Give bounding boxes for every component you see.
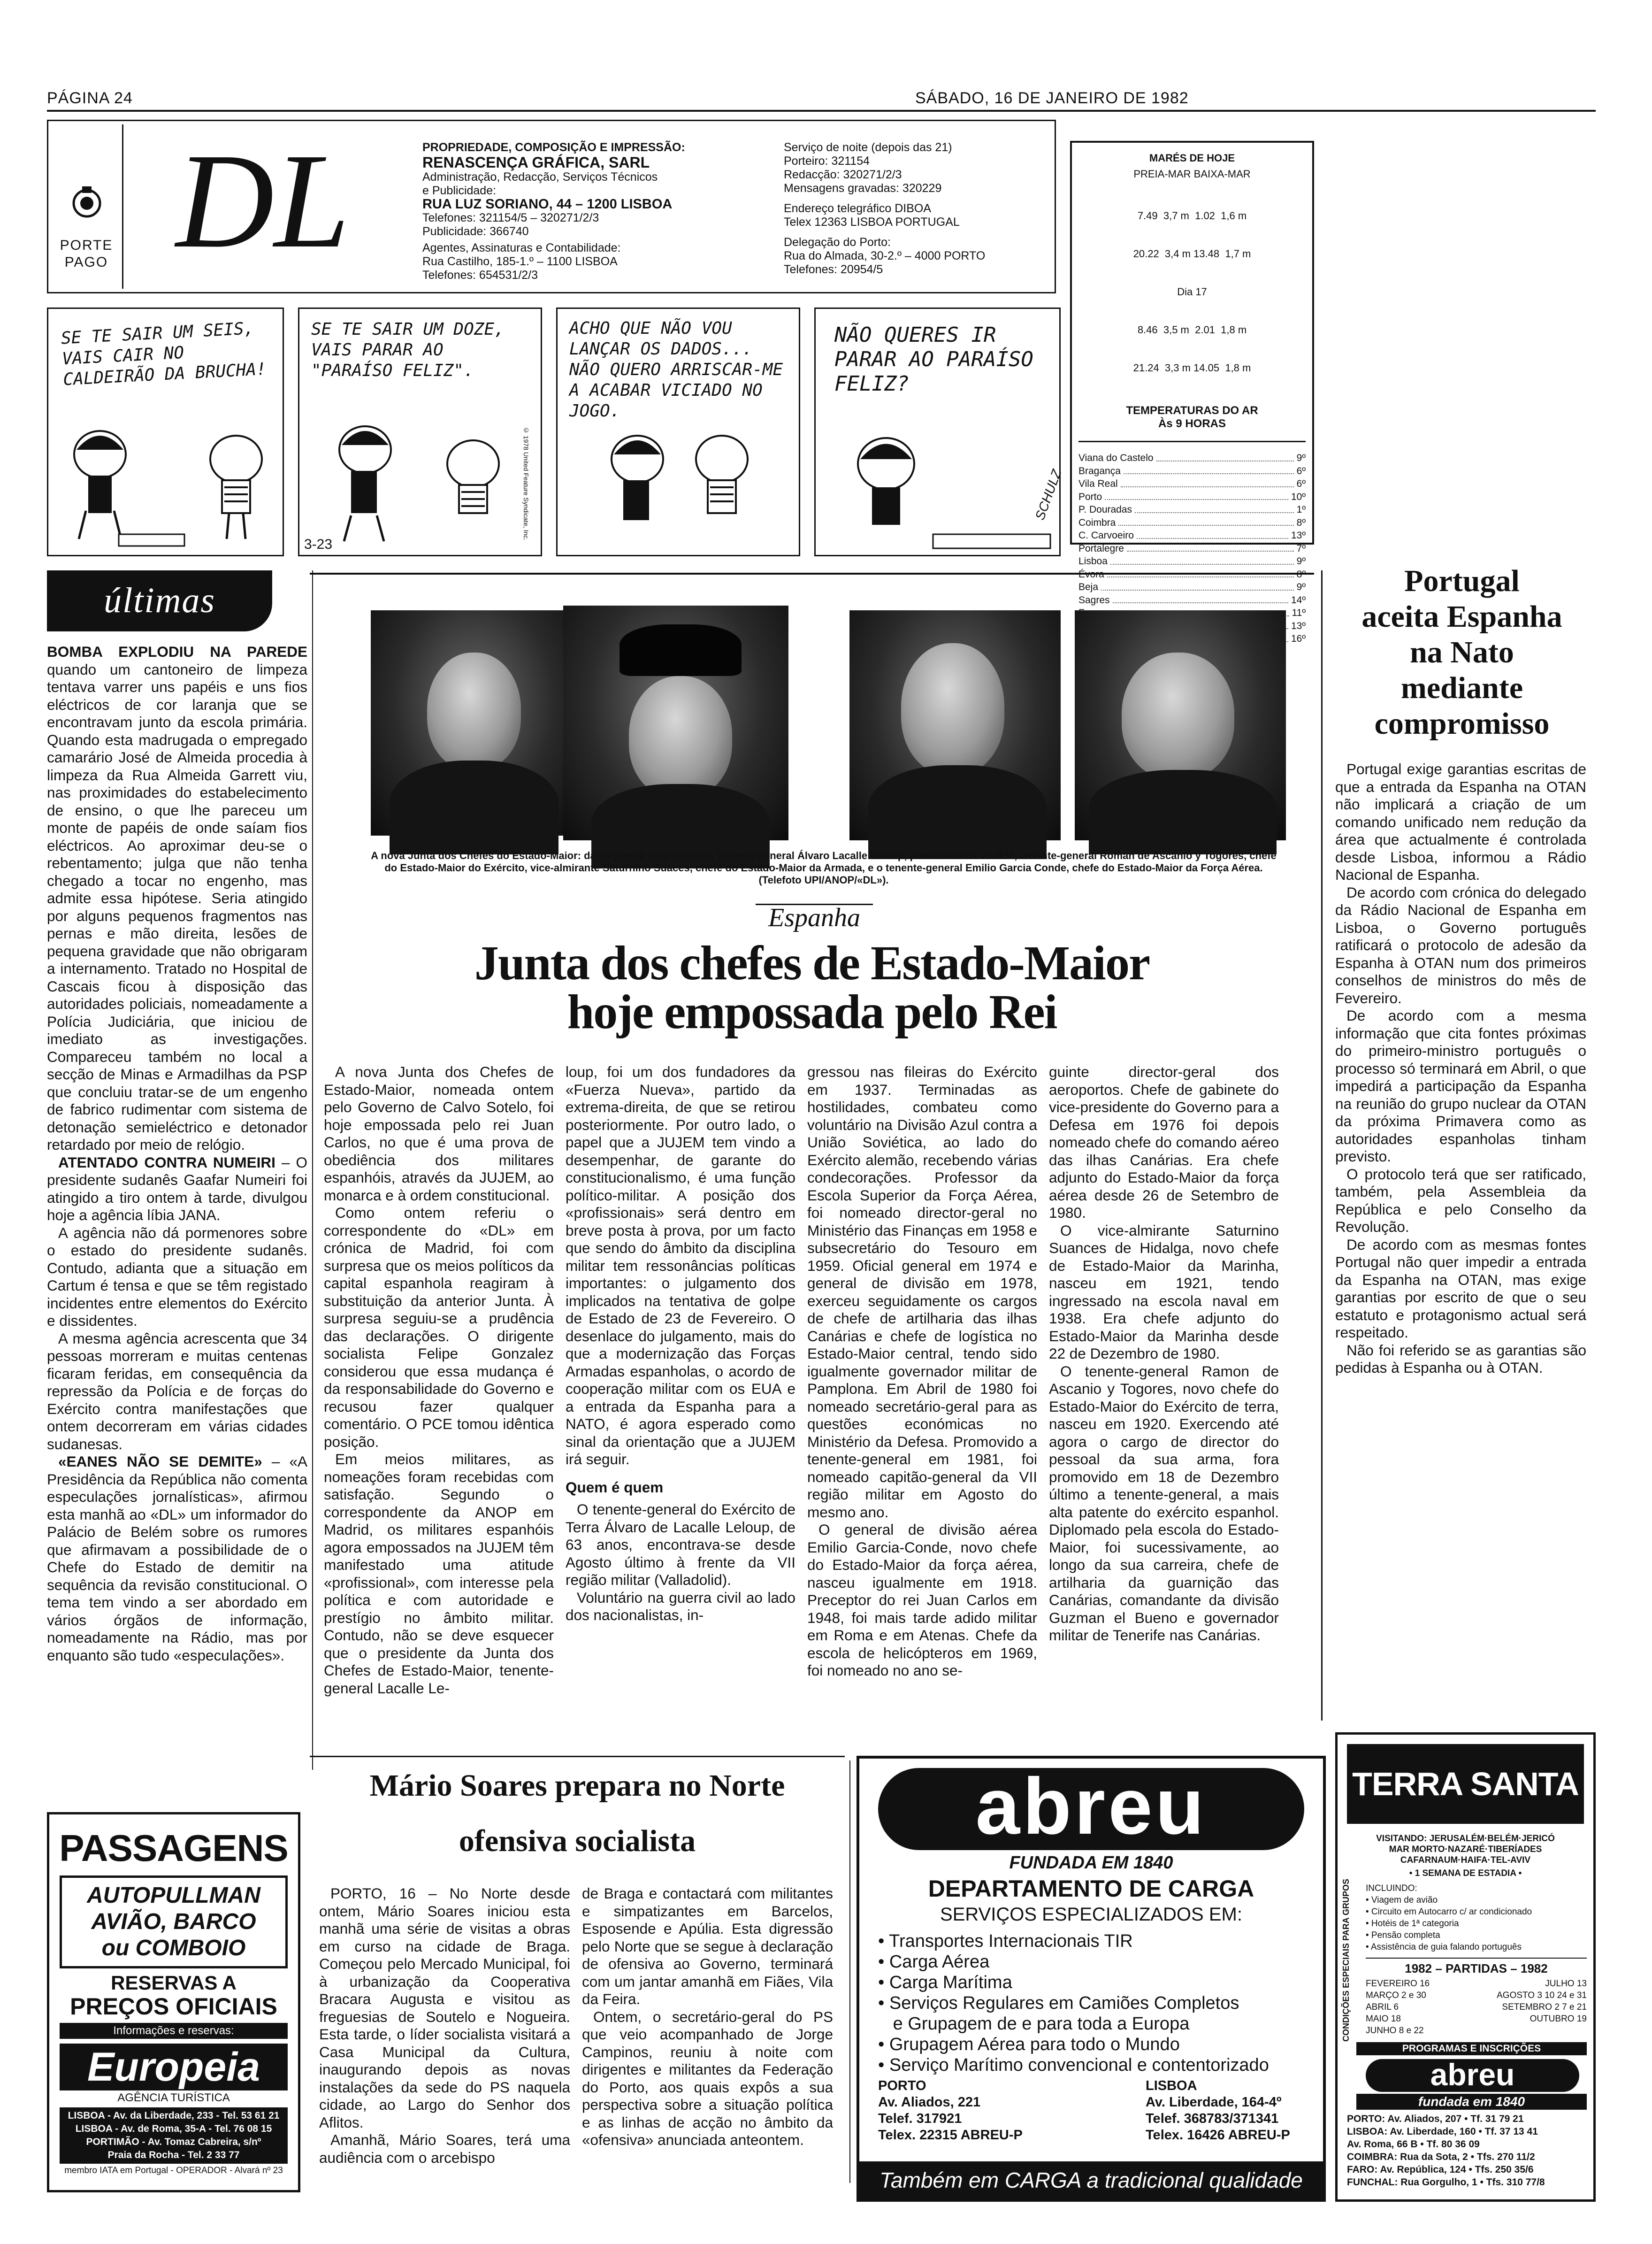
city-name: Beja [1078,582,1099,592]
month-a: FEVEREIRO 16 [1366,1979,1430,1989]
soares-column-2 [582,1885,833,2149]
temperature-row [1078,491,1306,504]
masthead-line: Agentes, Assinaturas e Contabilidade: [422,241,621,254]
terra-includes-list [1366,1894,1587,1953]
temp-subtitle: Às 9 HORAS [1158,417,1226,430]
temperature-row [1078,477,1306,491]
ad-line: Telef. 368783/371341 [1146,2111,1279,2126]
headline-line: Junta dos chefes de Estado-Maior [474,936,1150,990]
ad-line: Informações e reservas: [60,2023,288,2039]
junta-column-3 [807,1063,1037,1680]
lucy-and-linus-drawing [299,309,543,558]
ad-line: SERVIÇOS ESPECIALIZADOS EM: [940,1904,1242,1925]
ad-line: • 1 SEMANA DE ESTADIA • [1409,1868,1522,1878]
temperature-row [1078,452,1306,465]
service-item: • Serviço Marítimo convencional e contentorizado [878,2055,1269,2075]
masthead-line: Telefones: 321154/5 – 320271/2/3 [422,211,599,224]
leader-dots [1110,555,1294,565]
ad-line: PROGRAMAS E INSCRIÇÕES [1356,2042,1587,2055]
speech-balloon: SE TE SAIR UM SEIS, VAIS CAIR NO CALDEIRÃO DA BRUCHA! [60,319,267,390]
speech-balloon: ACHO QUE NÃO VOU LANÇAR OS DADOS... NÃO QUERO ARRISCAR-ME A ACABAR VICIADO NO JOGO. [569,319,783,421]
temperature-value: 11º [1292,607,1306,618]
city-name: Évora [1078,569,1104,580]
ad-line: CAFARNAUM·HAIFA·TEL-AVIV [1400,1855,1531,1865]
news-brief-lead: BOMBA EXPLODIU NA PAREDE [47,643,307,660]
temp-title: TEMPERATURAS DO AR [1126,404,1258,417]
office-address: Av. Roma, 66 B • Tf. 80 36 09 [1347,2139,1480,2150]
masthead-line: Telefones: 654531/2/3 [422,269,538,282]
city-name: Porto [1078,491,1102,502]
svg-text:DL: DL [176,125,350,276]
ad-line: LISBOA [1146,2078,1197,2093]
service-item: • Carga Aérea [878,1952,990,1972]
ad-line: Telex. 16426 ABREU-P [1146,2128,1290,2143]
masthead-line: Telex 12363 LISBOA PORTUGAL [784,215,960,229]
ad-line: Telex. 22315 ABREU-P [878,2128,1023,2143]
leader-dots [1135,503,1294,513]
news-brief-lead: «EANES NÃO SE DEMITE» [58,1453,262,1470]
abreu-logo: abreu [1366,2059,1579,2092]
ad-address-line: PORTIMÃO - Av. Tomaz Cabreira, s/nº [86,2136,261,2147]
office-address: FARO: Av. República, 124 • Tfs. 250 35/6 [1347,2164,1534,2175]
office-address: COIMBRA: Rua da Sota, 2 • Tfs. 270 11/2 [1347,2152,1535,2162]
ultimas-logo-text: últimas [104,581,215,620]
temperature-value: 16º [1291,633,1306,644]
service-item: • Transportes Internacionais TIR [878,1931,1133,1951]
soares-headline [310,1758,845,1869]
junta-column-4 [1049,1063,1279,1645]
abreu-footer: Também em CARGA a tradicional qualidade [859,2161,1323,2199]
news-brief: A agência não dá pormenores sobre o estado do presidente sudanês. Contudo, adianta que a situação em Cartum é tensa e que se têm registado incidentes entre elementos do Exército e dissidentes. [47,1224,307,1329]
ad-line: Av. Aliados, 221 [878,2095,981,2110]
dl-logo [131,127,394,286]
leader-dots [1121,477,1294,487]
weather-box [1070,141,1314,644]
nato-column [1335,761,1586,1377]
article-paragraph: A nova Junta dos Chefes de Estado-Maior, nomeada ontem pelo Governo de Calvo Sotelo, foi hoje empossada pelo rei Juan Carlos, no que é uma prova de obediência dos militares espanhóis, através da JUJEM, ao monarca e à ordem constitucional. [324,1063,554,1204]
article-paragraph: De acordo com crónica do delegado da Rádio Nacional de Espanha em Lisboa, o Governo português ratificará o protocolo de adesão da Espanha à OTAN num dos primeiros conselhos de ministros do mês de Fevereiro. [1335,884,1586,1007]
ad-line: membro IATA em Portugal - OPERADOR - Alvará nº 23 [64,2166,283,2175]
include-item: • Assistência de guia falando português [1366,1942,1522,1952]
ad-line: MAR MORTO·NAZARÉ·TIBERÍADES [1389,1844,1542,1854]
tides-table [1072,184,1312,400]
photo-ascanio [563,606,788,840]
temperature-row [1078,555,1306,568]
article-paragraph: guinte director-geral dos aeroportos. Chefe de gabinete do vice-presidente do Governo para a Defesa em 1976 foi depois nomeado chefe do comando aéreo das ilhas Canárias. Era chefe adjunto do Estado-Maior da força aérea desde 26 de Setembro de 1980. [1049,1063,1279,1221]
passagens-addresses [60,2107,288,2164]
leader-dots [1105,491,1288,500]
temperature-value: 1º [1296,504,1306,515]
comic-panel-2 [298,307,542,556]
article-paragraph: O tenente-general Ramon de Ascanio y Togores, novo chefe do Estado-Maior do Exército de terra, nasceu em 1920. Exercendo até agora o cargo de director do pessoal da sua arma, fora promovido em 18 de Dezembro último a tenente-general, a mais alta patente do exército espanhol. Diplomado pela escola do Estado-Maior, foi sucessivamente, ao longo da sua carreira, chefe de artilharia da guarnição das Canárias, comandante da divisão Guzman el Bueno e governador militar de Tenerife nas Canárias. [1049,1362,1279,1644]
lucy-and-linus-drawing [48,309,285,558]
masthead-line: RENASCENÇA GRÁFICA, SARL [422,154,650,171]
page-number: PÁGINA 24 [47,89,133,107]
article-paragraph: Voluntário na guerra civil ao lado dos nacionalistas, in- [566,1589,795,1623]
masthead-line: Mensagens gravadas: 320229 [784,182,942,195]
page-date: SÁBADO, 16 DE JANEIRO DE 1982 [915,89,1189,107]
news-brief-lead: ATENTADO CONTRA NUMEIRI [58,1153,275,1171]
junta-column-2-body [566,1063,795,1468]
leader-dots [1156,452,1294,461]
terra-santa-title: TERRA SANTA [1347,1744,1584,1824]
tides-subtitle: PREIA-MAR BAIXA-MAR [1133,168,1251,180]
temperature-value: 8º [1296,569,1306,580]
article-paragraph: loup, foi um dos fundadores da «Fuerza Nueva», partido da extrema-direita, de que se retirou posteriormente. Por outro lado, o papel que a JUJEM tem vindo a desempenhar, de garante do constitucionalismo, é uma função político-militar. A posição dos «profissionais» será dentro em breve posta à prova, por um facto que sendo do âmbito da disciplina militar tem ressonâncias políticas importantes: o julgamento dos implicados na tentativa de golpe de Estado de 23 de Fevereiro. O desenlace do julgamento, mais do que a modernização das Forças Armadas espanholas, o acordo de cooperação militar com os EUA e a entrada da Espanha para a NATO, é agora esperado como sinal da orientação que a JUJEM irá seguir. [566,1063,795,1468]
article-paragraph: gressou nas fileiras do Exército em 1937. Terminadas as hostilidades, combateu como voluntário na Divisão Azul contra a União Soviética, ao lado do Exército alemão, recebendo várias condecorações. Professor da Escola Superior da Força Aérea, foi nomeado director-geral no Ministério das Finanças em 1958 e subsecretário do Tesouro em 1959. Oficial general em 1974 e general de divisão em 1978, exerceu seguidamente os cargos de chefe de artilharia das ilhas Canárias e chefe de logística no Estado-Maior central, tendo sido igualmente governador militar de Pamplona. Em Abril de 1980 foi nomeado secretário-geral para as questões económicas no Ministério da Defesa. Promovido a tenente-general em 1981, foi nomeado capitão-general da VII região militar em Agosto do mesmo ano. [807,1063,1037,1521]
masthead-line: e Publicidade: [422,184,497,197]
comic-strip [47,307,1064,556]
ad-line: fundada em 1840 [1356,2094,1587,2110]
temperature-row [1078,529,1306,542]
speech-balloon: SE TE SAIR UM DOZE, VAIS PARAR AO "PARAÍSO FELIZ". [311,320,505,380]
comic-copyright: © 1978 United Feature Syndicate, Inc. [522,426,530,541]
include-item: • Pensão completa [1366,1930,1440,1940]
comic-date: 3-23 [304,537,333,552]
masthead-info-col1 [422,141,751,282]
temperature-value: 14º [1291,594,1306,606]
article-paragraph: Portugal exige garantias escritas de que a entrada da Espanha na OTAN não implicará a criação de um comando unificado nem redução da área que actualmente é controlada desde Lisboa, informou a Rádio Nacional de Espanha. [1335,761,1586,883]
temperature-value: 13º [1291,530,1306,541]
lucy-drawing [816,309,1062,558]
city-name: C. Carvoeiro [1078,530,1134,541]
article-paragraph: O tenente-general do Exército de Terra Álvaro de Lacalle Leloup, de 63 anos, encontrava-se desde Agosto último à frente da VII região militar (Valladolid). [566,1501,795,1588]
terra-santa-ad [1335,1732,1596,2202]
month-a: JUNHO 8 e 22 [1366,2026,1424,2036]
article-paragraph: O protocolo terá que ser ratificado, também, pela Assembleia da República e pelo Conselho da Revolução. [1335,1165,1586,1235]
ad-line: FUNDADA EM 1840 [1009,1853,1173,1873]
headline-line: mediante [1400,671,1523,705]
headline-line: ofensiva socialista [459,1824,696,1858]
europeia-logo: Europeia [60,2044,288,2090]
departure-row [1366,1990,1587,2001]
passagens-title: PASSAGENS [59,1827,288,1869]
tides-row: 7.49 3,7 m 1.02 1,6 m [1137,210,1247,222]
departure-row [1366,2001,1587,2013]
header-rule [47,110,1596,112]
headline-line: aceita Espanha [1361,599,1562,634]
ad-address-line: Praia da Rocha - Tel. 2 33 77 [107,2150,240,2160]
headline-line: Portugal [1404,564,1520,598]
ultimas-column [47,643,307,1664]
news-brief: ATENTADO CONTRA NUMEIRI – O presidente sudanês Gaafar Numeiri foi atingido a tiro ontem à tarde, divulgou hoje a agência líbia JANA. [47,1153,307,1223]
junta-column-2 [566,1063,795,1624]
masthead-line: Rua Castilho, 185-1.º – 1100 LISBOA [422,255,618,268]
comic-signature: SCHULZ [1032,467,1064,522]
leader-dots [1127,542,1294,552]
service-item: • Carga Marítima [878,1973,1012,1992]
temperature-row [1078,542,1306,555]
tides-row: 8.46 3,5 m 2.01 1,8 m [1137,324,1247,336]
office-address: LISBOA: Av. Liberdade, 160 • Tf. 37 13 41 [1347,2126,1538,2137]
temperature-value: 9º [1296,582,1306,592]
headline-line: hoje empossada pelo Rei [567,985,1057,1039]
masthead-line: Delegação do Porto: [784,236,891,249]
month-b: JULHO 13 [1545,1979,1587,1989]
comic-panel-1 [47,307,284,556]
service-item: • Grupagem Aérea para todo o Mundo [878,2035,1180,2054]
office-address: FUNCHAL: Rua Gorgulho, 1 • Tfs. 310 77/8 [1347,2177,1545,2188]
terra-dates-table [1366,1978,1587,2037]
soares-column-1 [319,1885,570,2167]
photo-garcia-conde [1075,610,1286,840]
ad-line: AVIÃO, BARCO [91,1909,256,1934]
city-name: P. Douradas [1078,504,1132,515]
city-name: Vila Real [1078,478,1118,489]
ad-line: VISITANDO: JERUSALÉM·BELÉM·JERICÓ [1376,1834,1555,1844]
masthead-line: Serviço de noite (depois das 21) [784,141,952,154]
departure-row [1366,2013,1587,2025]
article-kicker: Espanha [768,903,860,932]
comic-panel-4 [814,307,1064,556]
article-paragraph: Não foi referido se as garantias são pedidas à Espanha ou à OTAN. [1335,1341,1586,1376]
month-a: MAIO 18 [1366,2014,1401,2024]
office-address: PORTO: Av. Aliados, 207 • Tf. 31 79 21 [1347,2113,1524,2124]
temperature-value: 10º [1291,491,1306,502]
city-name: Coimbra [1078,517,1116,528]
abreu-logo: abreu [878,1768,1304,1850]
leader-dots [1137,529,1288,539]
service-item: • Serviços Regulares em Camiões Completos [878,1993,1239,2013]
departure-row [1366,1978,1587,1990]
porte-pago-label: PORTE PAGO [60,238,113,270]
porte-pago-box [51,124,123,289]
include-item: • Viagem de avião [1366,1895,1438,1905]
photo-lacalle [371,610,577,836]
news-brief: BOMBA EXPLODIU NA PAREDE quando um cantoneiro de limpeza tentava varrer uns papéis e uns fios eléctricos de cor laranja que se encontravam junto da escola primária. Quando esta madrugada o empregado camarário José de Almeida procedia à limpeza da Rua Almeida Garrett viu, nas proximidades do estabelecimento de ensino, o que lhe pareceu um monte de papéis de onde saíam fios eléctricos. Ao aproximar deu-se o rebentamento; julga que não tenha chegado a tocar no engenho, mas admite essa hipótese. Seria atingido por alguns pequenos fragmentos nas pernas e mão direita, lesões de pequena gravidade que não obrigaram a internamento. Tratado no Hospital de Cascais ficou à disposição das autoridades policiais, nomeadamente a Polícia Judiciária, que iniciou de imediato as investigações. Compareceu também no local a secção de Minas e Armadilhas da PSP que concluiu tratar-se de um engenho de fabrico rudimentar com sistema de detonação semieléctrico e detonador retardado por meio de relógio. [47,643,307,1153]
temperature-row [1078,516,1306,530]
article-paragraph: Ontem, o secretário-geral do PS que veio acompanhado de Jorge Campinos, reuniu à noite com dirigentes e militantes da Federação do Porto, aos quais expôs a sua perspectiva sobre a situação política e as linhas de acção no âmbito da «ofensiva» anunciada anteontem. [582,2008,833,2148]
section-rule [310,1756,845,1757]
temperature-row [1078,503,1306,516]
ad-line: AUTOPULLMAN [87,1883,260,1908]
headline-line: compromisso [1374,707,1550,741]
masthead-line: Telefones: 20954/5 [784,263,883,276]
city-name: Portalegre [1078,543,1124,554]
masthead-line: Administração, Redacção, Serviços Técnicos [422,170,658,184]
city-name: Bragança [1078,465,1121,476]
article-paragraph: de Braga e contactará com militantes e simpatizantes em Barcelos, Esposende e Apúlia. Esta digressão pelo Norte que se segue à declaração de ofensiva ao Governo, terminará com um jantar amanhã em Fiães, Vila da Feira. [582,1885,833,2007]
ad-line: PORTO [878,2078,926,2093]
article-paragraph: De acordo com a mesma informação que cita fontes próximas do primeiro-ministro português o processo só terminará em Abril, o que impedirá a participação da Espanha na reunião do grupo nuclear da OTAN da próxima Primavera como as autoridades espanholas tinham previsto. [1335,1007,1586,1165]
ad-line: Av. Liberdade, 164-4º [1146,2095,1282,2110]
temperature-value: 9º [1296,556,1306,567]
ad-line: PREÇOS OFICIAIS [70,1993,277,2020]
news-brief: A mesma agência acrescenta que 34 pessoas morreram e muitas centenas ficaram feridas, em consequência da repressão da Polícia e de forças do Exército contra manifestações que ontem decorreram em várias cidades sudanesas. [47,1329,307,1452]
leader-dots [1124,465,1294,475]
temperature-value: 13º [1291,620,1306,631]
photo-suances [849,610,1061,840]
leader-dots [1118,516,1293,526]
article-paragraph: Como ontem referiu o correspondente do «DL» em crónica de Madrid, foi com surpresa que os meios políticos da capital espanhola reagiram à substituição da anterior Junta. À surpresa seguiu-se a prudência das declarações. O dirigente socialista Felipe Gonzalez considerou que essa mudança é da responsabilidade do Governo e recusou fazer qualquer comentário. O PCE tomou idêntica posição. [324,1204,554,1450]
headline-line: Mário Soares prepara no Norte [369,1768,785,1803]
ad-line: ou COMBOIO [101,1936,246,1960]
city-name: Lisboa [1078,556,1108,567]
subhead-quem-e-quem: Quem é quem [566,1478,664,1496]
lucy-and-linus-drawing [558,309,802,558]
month-b: OUTUBRO 19 [1530,2014,1587,2024]
terra-santa-itinerary [1338,1833,1593,1866]
article-paragraph: O general de divisão aérea Emilio Garcia-Conde, novo chefe do Estado-Maior da força aérea, nasceu igualmente em 1918. Preceptor do rei Juan Carlos em 1948, foi mais tarde adido militar em Roma e em Atenas. Chefe da escola de helicópteros em 1969, foi nomeado no ano se- [807,1521,1037,1679]
article-paragraph: De acordo com as mesmas fontes Portugal não quer impedir a entrada da Espanha na OTAN, mas exige garantias por escrito de que o seu estatuto e protagonismo actual será respeitado. [1335,1236,1586,1341]
masthead-line: RUA LUZ SORIANO, 44 – 1200 LISBOA [422,197,673,212]
abreu-lisboa [1146,2078,1290,2144]
masthead-info-col2 [784,141,1051,277]
ad-address-line: LISBOA - Av. da Liberdade, 233 - Tel. 53 61 21 [68,2110,280,2121]
include-item: • Hotéis de 1ª categoria [1366,1919,1459,1929]
passagens-transport-box [60,1875,288,1968]
article-paragraph: Amanhã, Mário Soares, terá uma audiência com o arcebispo [319,2131,570,2166]
junta-headline [319,936,1305,1039]
temperature-value: 7º [1296,543,1306,554]
temperature-value: 6º [1296,478,1306,489]
ad-line: INCLUINDO: [1366,1883,1417,1893]
masthead-line: Publicidade: 366740 [422,225,529,238]
speech-balloon: NÃO QUERES IR PARAR AO PARAÍSO FELIZ? [834,323,1033,396]
nato-headline [1328,563,1596,742]
comic-panel-3 [556,307,800,556]
month-b: AGOSTO 3 10 24 e 31 [1497,1990,1587,2000]
abreu-services-list [878,1931,1323,2075]
masthead-line: Redacção: 320271/2/3 [784,168,902,181]
article-paragraph: O vice-almirante Saturnino Suances de Hidalga, novo chefe de Estado-Maior da Marinha, nasceu em 1921, tendo ingressado na escola naval em 1938. Era chefe adjunto do Estado-Maior da Marinha desde 22 de Dezembro de 1980. [1049,1222,1279,1362]
temperature-value: 8º [1296,517,1306,528]
headline-line: na Nato [1410,635,1514,669]
terra-addresses [1347,2113,1589,2189]
tides-row: Dia 17 [1177,286,1207,298]
photo-caption: A nova Junta dos Chefes do Estado-Maior: da esquerda para a direita, tenente-general Álvaro Lacalle Leloup, presidente da JUJEM, tenente-general Roman de Ascanio y Togores, chefe do Estado-Maior do Exército, vice-almirante Saturnino Suaces, chefe do Estado-Maior da Armada, e o tenente-general Emilio Garcia Conde, chefe do Estado-Maior da Força Aérea. (Telefoto UPI/ANOP/«DL»). [371,850,1277,886]
tides-row: 20.22 3,4 m 13.48 1,7 m [1133,248,1251,260]
column-rule [1321,570,1323,1721]
ad-line: Telef. 317921 [878,2111,962,2126]
temperature-row [1078,465,1306,478]
city-name: Sagres [1078,594,1110,606]
terra-includes [1366,1883,1587,1953]
month-a: MARÇO 2 e 30 [1366,1990,1426,2000]
column-rule [849,1760,850,2183]
ultimas-logo [47,570,272,631]
article-paragraph: Em meios militares, as nomeações foram recebidas com satisfação. Segundo o correspondente da ANOP em Madrid, os militares espanhóis agora empossados na JUJEM têm manifestado uma atitude «profissional», com interesse pela política e com autoridade e prestígio no âmbito militar. Contudo, não se deve esquecer que o presidente da Junta dos Chefes de Estado-Maior, tenente-general Lacalle Le- [324,1451,554,1697]
terra-side-label: CONDIÇÕES ESPECIAIS PARA GRUPOS [1341,1878,1351,2042]
abreu-cargo-ad [857,1756,1326,2202]
article-paragraph: PORTO, 16 – No Norte desde ontem, Mário Soares iniciou esta manhã uma série de visitas a obras em curso na cidade de Braga. Começou pelo Mercado Municipal, foi à urbanização da Cooperativa Bracara Augusta e visitou as freguesias de Soutelo e Nogueira. Esta tarde, o líder socialista visitará a Casa Municipal da Cultura, inaugurando depois as novas instalações da sede do PS naquela cidade, ao Largo do Senhor dos Aflitos. [319,1885,570,2131]
crest-icon [70,185,103,223]
masthead-line: Endereço telegráfico DIBOA [784,202,932,215]
temperature-value: 6º [1296,465,1306,476]
passagens-ad [47,1812,300,2192]
ad-line: AGÊNCIA TURÍSTICA [117,2091,230,2104]
departure-row [1366,2025,1587,2037]
month-a: ABRIL 6 [1366,2002,1399,2012]
ad-line: 1982 – PARTIDAS – 1982 [1366,1958,1587,1976]
masthead-line: PROPRIEDADE, COMPOSIÇÃO E IMPRESSÃO: [422,141,685,154]
ad-line: DEPARTAMENTO DE CARGA [928,1875,1254,1902]
masthead-line: Porteiro: 321154 [784,154,870,168]
month-b: SETEMBRO 2 7 e 21 [1502,2002,1587,2012]
junta-column-2-body-b [566,1501,795,1624]
ad-address-line: LISBOA - Av. de Roma, 35-A - Tel. 76 08 15 [75,2123,272,2134]
news-brief: «EANES NÃO SE DEMITE» – «A Presidência da República não comenta especulações jornalísticas», afirmou esta manhã ao «DL» um informador do Palácio de Belém sobre os rumores que afirmavam a possibilidade de o Chefe do Estado de demitir na sequência da revisão constitucional. O tema tem vindo a ser abordado em vários órgãos de informação, nomeadamente na Rádio, mas por enquanto são tudo «especulações». [47,1453,307,1664]
tides-title: MARÉS DE HOJE [1149,152,1235,164]
city-name: Viana do Castelo [1078,453,1154,463]
dl-logo-icon [131,127,394,286]
temperature-value: 9º [1296,453,1306,463]
abreu-porto [878,2078,1023,2144]
junta-column-1 [324,1063,554,1697]
tides-row: 21.24 3,3 m 14.05 1,8 m [1133,362,1251,374]
include-item: • Circuito em Autocarro c/ ar condicionado [1366,1907,1532,1917]
service-item: e Grupagem de e para toda a Europa [878,2014,1190,2034]
masthead-line: Rua do Almada, 30-2.º – 4000 PORTO [784,249,986,262]
ad-line: RESERVAS A [111,1972,237,1994]
